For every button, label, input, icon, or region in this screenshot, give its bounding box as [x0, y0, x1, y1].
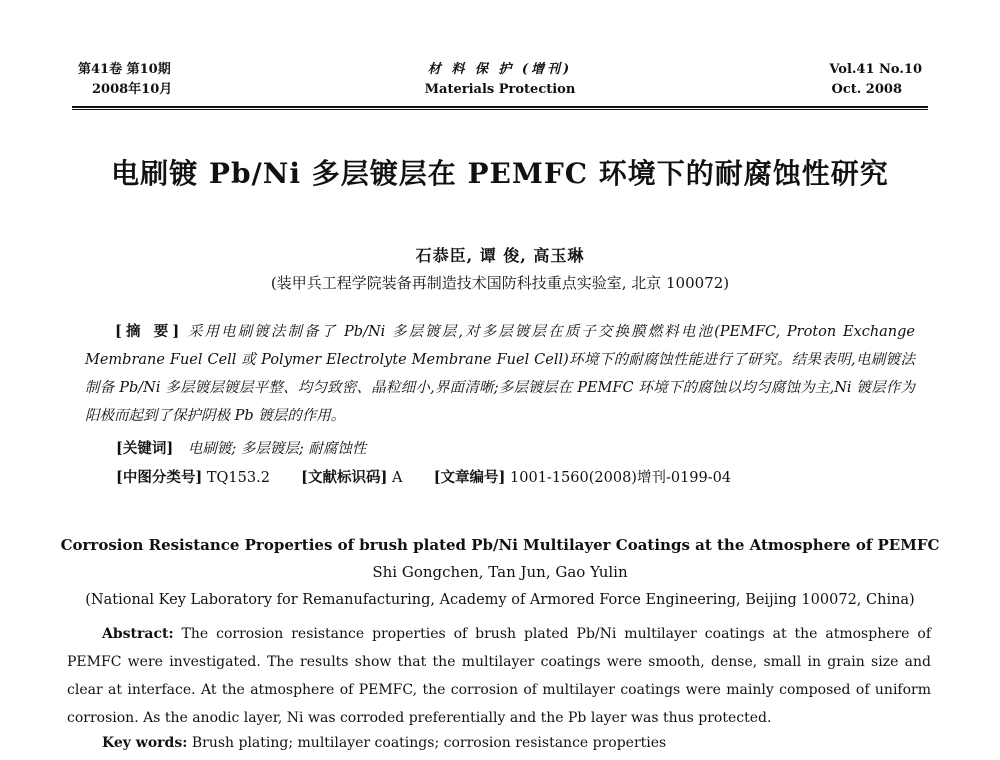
abstract-en-text: The corrosion resistance properties of brush plated Pb/Ni multilayer coatings at the atmosphere of PEMFC were investigated. The results show that the multilayer coatings were smooth, dense, small in grain size and clear at interface. At the atmosphere of PEMFC, the corrosion of multilayer coatings were mainly composed of uniform corrosion. As the anodic layer, Ni was corroded preferentially and the Pb layer was thus protected. — [67, 626, 932, 726]
keywords-zh-label: [关键词] — [116, 440, 174, 457]
issue-date: 2008年10月 — [92, 82, 173, 97]
paper-title-en: Corrosion Resistance Properties of brush plated Pb/Ni Multilayer Coatings at the Atmosphere of PEMFC — [60, 536, 940, 554]
classification-line — [116, 466, 731, 487]
keywords-en — [102, 735, 666, 751]
journal-title-en: Materials Protection — [424, 82, 576, 97]
volume-info-en — [829, 60, 922, 100]
doc-code-value: A — [391, 470, 403, 486]
issue-date-en: Oct. 2008 — [831, 82, 902, 97]
keywords-zh-value: 电刷镀; 多层镀层; 耐腐蚀性 — [187, 441, 367, 457]
authors: 石恭臣, 谭 俊, 高玉琳 — [415, 246, 585, 265]
affiliation-en: (National Key Laboratory for Remanufacturing, Academy of Armored Force Engineering, Beijing 100072, China) — [85, 592, 915, 608]
abstract-zh-text: 采用电刷镀法制备了 Pb/Ni 多层镀层,对多层镀层在质子交换膜燃料电池(PEMFC, Proton Exchange Membrane Fuel Cell 或 Polymer Electrolyte Membrane Fuel Cell)环境下的耐腐蚀性能进行了研究。结果表明,电刷镀法制备 Pb/Ni 多层镀层镀层平整、均匀致密、晶粒细小,界面清晰;多层镀层在 PEMFC 环境下的腐蚀以均匀腐蚀为主,Ni 镀层作为阳极而起到了保护阴极 Pb 镀层的作用。 — [85, 324, 916, 424]
volume-issue-en: Vol.41 No.10 — [829, 62, 922, 77]
article-number-label: [文章编号] — [433, 469, 506, 486]
doc-code-label: [文献标识码] — [301, 469, 388, 486]
abstract-en — [67, 620, 931, 732]
article-number-value: 1001-1560(2008)增刊-0199-04 — [510, 470, 732, 486]
clc-label: [中图分类号] — [116, 469, 203, 486]
abstract-zh — [85, 318, 915, 430]
keywords-zh — [116, 437, 366, 458]
header-rule — [72, 106, 928, 108]
volume-issue: 第41卷 第10期 — [78, 62, 171, 77]
clc-value: TQ153.2 — [206, 470, 270, 486]
abstract-zh-label: [摘 要] — [115, 323, 182, 340]
paper-title: 电刷镀 Pb/Ni 多层镀层在 PEMFC 环境下的耐腐蚀性研究 — [111, 157, 889, 190]
affiliation: (装甲兵工程学院装备再制造技术国防科技重点实验室, 北京 100072) — [270, 274, 730, 292]
keywords-en-value: Brush plating; multilayer coatings; corrosion resistance properties — [191, 735, 667, 751]
keywords-en-label: Key words: — [102, 735, 188, 751]
journal-title-zh: 材 料 保 护 (增刊) — [427, 62, 573, 77]
header-rule-thin — [72, 109, 928, 110]
abstract-en-label: Abstract: — [102, 626, 174, 642]
authors-en: Shi Gongchen, Tan Jun, Gao Yulin — [372, 563, 628, 581]
